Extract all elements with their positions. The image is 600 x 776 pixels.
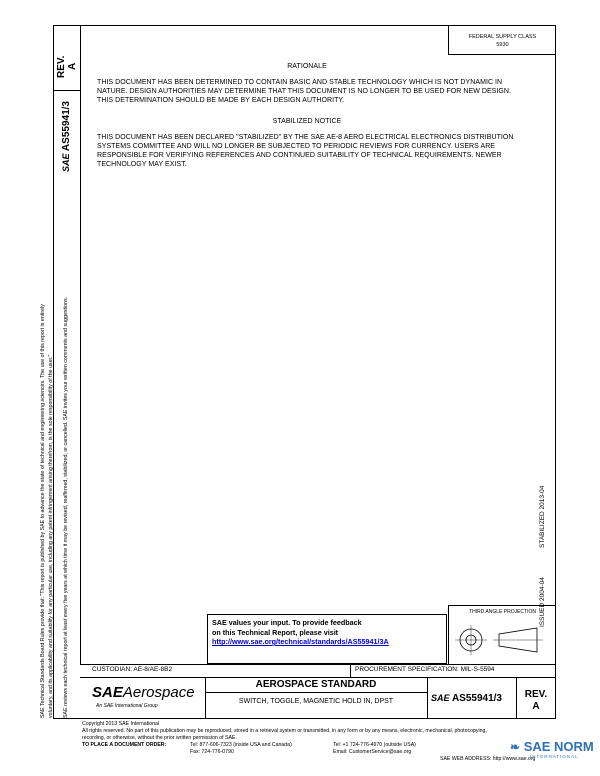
stabilized-heading: STABILIZED NOTICE	[272, 118, 342, 125]
standard-title: AEROSPACE STANDARD	[205, 678, 427, 693]
standard-number: SAE AS55941/3	[431, 693, 502, 704]
rev-label: REV.	[56, 55, 67, 78]
tel-outside: Tel: +1 724-776-4970 (outside USA)	[333, 742, 416, 748]
watermark-sub: INTERNATIONAL	[530, 754, 579, 759]
projection-box	[448, 605, 556, 664]
rights: All rights reserved. No part of this publication may be reproduced, stored in a retrieval system or transmitted, in any form or by any means, electronic, mechanical, photocopying,	[82, 728, 487, 734]
side-note-3: SAE reviews each technical report at least every five years at which time it may be revised, reaffirmed, stabilized, or cancelled. SAE invites your written comments and suggestions.	[63, 296, 69, 718]
doc-number-vertical: SAE AS55941/3	[61, 101, 72, 172]
feedback-link[interactable]: http://www.sae.org/technical/standards/AS55941/3A	[212, 637, 389, 646]
side-note-1: SAE Technical Standards Board Rules provide that: "This report is published by SAE to advance the state of technical and engineering sciences. The use of this report is entirely	[40, 304, 46, 718]
projection-label: THIRD ANGLE PROJECTION	[469, 609, 536, 615]
procurement-spec: PROCUREMENT SPECIFICATION: MIL-S-5594	[355, 666, 495, 673]
standard-subtitle: SWITCH, TOGGLE, MAGNETIC HOLD IN, DPST	[238, 698, 394, 705]
copyright: Copyright 2013 SAE International	[82, 721, 159, 727]
order-label: TO PLACE A DOCUMENT ORDER:	[82, 742, 167, 748]
side-note-2: voluntary, and its applicability and suitability for any particular use, including any patent infringement arising therefrom, is the sole responsibility of the user."	[48, 354, 54, 718]
rationale-text: THIS DOCUMENT HAS BEEN DETERMINED TO CONTAIN BASIC AND STABLE TECHNOLOGY WHICH IS NOT DYNAMIC IN NATURE. DESIGN AUTHORITIES MAY DETERMINE THAT THIS DOCUMENT IS NO LONGER TO BE USED FOR NEW DESIGN. THIS DETERMINATION SHOULD BE MADE BY EACH DESIGN AUTHORITY.	[97, 79, 511, 104]
feedback-line-2: on this Technical Report, please visit	[212, 627, 339, 637]
sae-mark: SAE	[61, 153, 71, 172]
tel-inside: Tel: 877-606-7323 (inside USA and Canada)	[190, 742, 292, 748]
fsc-number: 5930	[496, 42, 509, 48]
projection-symbol-icon	[449, 618, 557, 663]
stabilized-text: THIS DOCUMENT HAS BEEN DECLARED "STABILIZED" BY THE SAE AE-8 AERO ELECTRICAL ELECTRONICS DISTRIBUTION SYSTEMS COMMITTEE AND WILL NO LONGER BE SUBJECTED TO PERIODIC REVIEWS FOR CURRENCY. USERS ARE RESPONSIBLE FOR VERIFYING REFERENCES AND CONTINUED SUITABILITY OF TECHNICAL REQUIREMENTS. NEWER TECHNOLOGY MAY EXIST.	[97, 134, 514, 168]
rights-2: recording, or otherwise, without the prior written permission of SAE.	[82, 735, 237, 741]
custodian: CUSTODIAN: AE-8/AE-8B2	[92, 666, 173, 673]
fax: Fax: 724-776-0790	[190, 749, 234, 755]
standard-rev: REV. A	[524, 689, 548, 712]
rationale-heading: RATIONALE	[287, 63, 327, 70]
rev-value: A	[67, 62, 78, 70]
feedback-line-1: SAE values your input. To provide feedback	[212, 618, 362, 627]
issued-date: ISSUED 2004-04	[539, 577, 546, 627]
custodian-divider	[350, 664, 351, 677]
stabilized-date: STABILIZED 2013-04	[539, 485, 546, 548]
watermark-leaf-icon: ❧	[510, 740, 521, 754]
federal-supply-class	[448, 25, 556, 55]
title-right-divider	[427, 677, 428, 719]
sae-aerospace-logo: SAEAerospace	[92, 684, 195, 701]
fsc-label: FEDERAL SUPPLY CLASS	[468, 34, 537, 40]
divider-custodian-top	[80, 664, 556, 665]
email: Email: CustomerService@sae.org	[333, 749, 412, 755]
web-address[interactable]: SAE WEB ADDRESS: http://www.sae.org	[440, 756, 536, 762]
feedback-box	[207, 614, 447, 664]
watermark-logo: ❧ SAE NORM	[510, 739, 594, 754]
logo-subtitle: An SAE International Group	[96, 703, 158, 709]
